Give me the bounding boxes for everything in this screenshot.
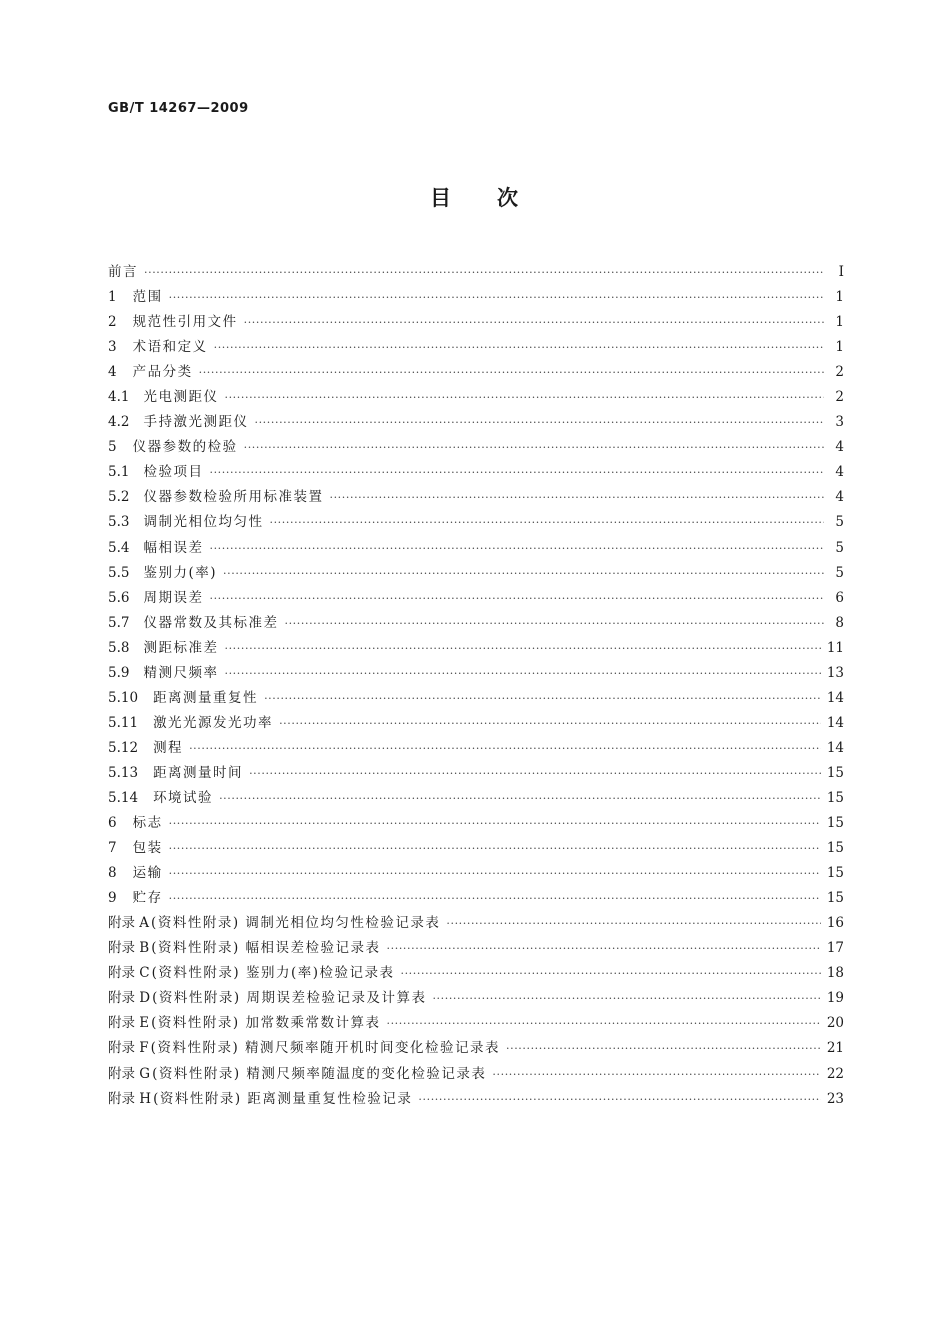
toc-entry-number: 4	[108, 364, 117, 381]
toc-leader-dots	[224, 385, 824, 410]
toc-entry-number: 附录 C	[108, 965, 150, 982]
toc-entry-label: 距离测量重复性	[153, 689, 259, 706]
toc-entry[interactable]	[108, 736, 844, 761]
toc-leader-dots	[264, 686, 821, 711]
toc-leader-dots	[244, 435, 824, 460]
toc-entry[interactable]	[108, 586, 844, 611]
toc-entry[interactable]	[108, 335, 844, 360]
toc-entry-number: 5.3	[108, 514, 130, 531]
toc-entry[interactable]	[108, 1087, 844, 1112]
toc-leader-dots	[169, 836, 821, 861]
toc-entry[interactable]	[108, 385, 844, 410]
toc-entry-label: 包装	[132, 840, 163, 857]
toc-leader-dots	[209, 536, 824, 561]
toc-entry[interactable]	[108, 460, 844, 485]
toc-entry-number: 5.7	[108, 614, 130, 631]
toc-leader-dots	[387, 936, 821, 961]
toc-entry-page: 11	[826, 639, 844, 656]
toc-leader-dots	[249, 761, 821, 786]
toc-entry-label: 仪器常数及其标准差	[143, 614, 279, 631]
toc-entry-number: 附录 G	[108, 1065, 151, 1082]
toc-entry-page: 14	[826, 739, 844, 756]
toc-entry-page: 5	[835, 539, 844, 556]
toc-entry-label: 激光光源发光功率	[153, 714, 274, 731]
toc-entry-number: 附录 A	[108, 915, 150, 932]
toc-entry[interactable]	[108, 485, 844, 510]
toc-entry-page: 1	[835, 289, 844, 306]
toc-entry-label: 距离测量时间	[153, 764, 244, 781]
toc-entry-page: 6	[835, 589, 844, 606]
toc-entry-label: 调制光相位均匀性	[143, 514, 264, 531]
toc-leader-dots	[169, 811, 821, 836]
toc-entry-page: 4	[835, 489, 844, 506]
toc-entry-number: 5.8	[108, 639, 130, 656]
toc-entry-number: 5.2	[108, 489, 130, 506]
toc-entry-label: 测距标准差	[143, 639, 219, 656]
toc-entry-number: 3	[108, 339, 117, 356]
toc-entry-label: 周期误差	[143, 589, 204, 606]
toc-entry[interactable]	[108, 285, 844, 310]
toc-entry[interactable]	[108, 936, 844, 961]
toc-entry-label: (资料性附录) 距离测量重复性检验记录	[153, 1090, 413, 1107]
toc-entry-number: 5.12	[108, 739, 139, 756]
toc-entry[interactable]	[108, 561, 844, 586]
toc-entry[interactable]	[108, 986, 844, 1011]
toc-entry-label: 测程	[153, 739, 184, 756]
toc-entry-page: 5	[835, 564, 844, 581]
toc-entry-label: 范围	[132, 289, 163, 306]
toc-entry-label: 手持激光测距仪	[143, 414, 249, 431]
toc-leader-dots	[169, 861, 821, 886]
toc-entry-number: 附录 B	[108, 940, 150, 957]
toc-entry-label: (资料性附录) 精测尺频率随温度的变化检验记录表	[152, 1065, 487, 1082]
toc-entry-page: 3	[835, 414, 844, 431]
toc-entry-label: 产品分类	[132, 364, 193, 381]
toc-entry-label: 检验项目	[143, 464, 204, 481]
toc-leader-dots	[254, 410, 824, 435]
standard-code-header: GB/T 14267—2009	[108, 101, 249, 116]
toc-entry-number: 5.13	[108, 764, 139, 781]
toc-leader-dots	[279, 711, 821, 736]
toc-entry-label: 精测尺频率	[143, 664, 219, 681]
toc-entry-page: 15	[826, 865, 844, 882]
toc-entry-number: 8	[108, 865, 117, 882]
toc-entry-number: 4.2	[108, 414, 130, 431]
toc-leader-dots	[169, 285, 824, 310]
toc-entry-label: 规范性引用文件	[132, 314, 238, 331]
toc-entry[interactable]	[108, 861, 844, 886]
toc-entry[interactable]	[108, 360, 844, 385]
toc-entry-label: 幅相误差	[143, 539, 204, 556]
toc-leader-dots	[224, 636, 820, 661]
toc-entry[interactable]	[108, 435, 844, 460]
toc-entry-number: 5.14	[108, 789, 139, 806]
toc-leader-dots	[506, 1036, 821, 1061]
toc-leader-dots	[199, 360, 824, 385]
toc-entry-page: 15	[826, 815, 844, 832]
toc-entry[interactable]	[108, 711, 844, 736]
toc-entry-label: (资料性附录) 精测尺频率随开机时间变化检验记录表	[150, 1040, 500, 1057]
toc-entry-page: 15	[826, 890, 844, 907]
toc-entry[interactable]	[108, 911, 844, 936]
toc-entry[interactable]	[108, 786, 844, 811]
toc-leader-dots	[400, 961, 820, 986]
toc-entry-page: 2	[835, 364, 844, 381]
toc-entry[interactable]	[108, 836, 844, 861]
toc-entry-number: 5.9	[108, 664, 130, 681]
toc-entry[interactable]	[108, 636, 844, 661]
toc-entry-label: 前言	[108, 264, 138, 280]
toc-leader-dots	[144, 260, 824, 285]
toc-entry[interactable]	[108, 1011, 844, 1036]
toc-entry[interactable]	[108, 661, 844, 686]
title-char-1: 目	[430, 186, 453, 210]
toc-leader-dots	[492, 1062, 820, 1087]
toc-entry-label: 环境试验	[153, 789, 214, 806]
toc-entry-label: 贮存	[132, 890, 163, 907]
toc-entry[interactable]	[108, 510, 844, 535]
toc-leader-dots	[418, 1087, 820, 1112]
toc-entry-label: (资料性附录) 周期误差检验记录及计算表	[152, 990, 427, 1007]
toc-entry-page: 23	[826, 1090, 844, 1107]
toc-entry[interactable]	[108, 1062, 844, 1087]
toc-leader-dots	[386, 1011, 820, 1036]
toc-entry[interactable]	[108, 611, 844, 636]
toc-entry-number: 5.4	[108, 539, 130, 556]
toc-entry-label: 光电测距仪	[143, 389, 219, 406]
toc-entry-number: 5.1	[108, 464, 130, 481]
toc-entry-page: 4	[835, 464, 844, 481]
toc-entry-page: 20	[826, 1015, 844, 1032]
toc-leader-dots	[209, 460, 824, 485]
toc-entry-page: 1	[835, 339, 844, 356]
toc-entry-number: 附录 D	[108, 990, 151, 1007]
toc-entry-number: 5.10	[108, 689, 139, 706]
toc-entry[interactable]	[108, 961, 844, 986]
toc-entry-number: 2	[108, 314, 117, 331]
toc-entry-page: 21	[826, 1040, 844, 1057]
toc-entry-page: Ⅰ	[838, 264, 844, 280]
toc-entry-page: 14	[826, 689, 844, 706]
page-title	[0, 182, 950, 212]
toc-entry-label: (资料性附录) 加常数乘常数计算表	[151, 1015, 381, 1032]
toc-entry-number: 5.5	[108, 564, 130, 581]
toc-entry[interactable]	[108, 536, 844, 561]
toc-leader-dots	[269, 510, 824, 535]
toc-entry-page: 2	[835, 389, 844, 406]
toc-leader-dots	[214, 335, 824, 360]
toc-entry-page: 13	[826, 664, 844, 681]
toc-leader-dots	[329, 485, 824, 510]
toc-entry-number: 5	[108, 439, 117, 456]
toc-leader-dots	[224, 661, 820, 686]
toc-entry[interactable]	[108, 310, 844, 335]
title-char-2: 次	[497, 186, 520, 210]
toc-entry-page: 15	[826, 840, 844, 857]
toc-entry-label: (资料性附录) 调制光相位均匀性检验记录表	[151, 915, 441, 932]
toc-entry[interactable]	[108, 260, 844, 285]
toc-entry-page: 16	[826, 915, 844, 932]
toc-entry-page: 19	[826, 990, 844, 1007]
toc-leader-dots	[446, 911, 820, 936]
toc-entry-number: 附录 H	[108, 1090, 152, 1107]
toc-entry-label: 仪器参数检验所用标准装置	[143, 489, 324, 506]
toc-leader-dots	[189, 736, 821, 761]
toc-leader-dots	[244, 310, 824, 335]
toc-leader-dots	[169, 886, 821, 911]
toc-entry[interactable]	[108, 886, 844, 911]
toc-entry[interactable]	[108, 1036, 844, 1061]
toc-entry-page: 4	[835, 439, 844, 456]
toc-entry-label: 仪器参数的检验	[132, 439, 238, 456]
toc-entry-number: 7	[108, 840, 117, 857]
toc-entry-number: 1	[108, 289, 117, 306]
toc-leader-dots	[432, 986, 820, 1011]
toc-entry-number: 附录 E	[108, 1015, 150, 1032]
toc-entry-label: 鉴别力(率)	[143, 564, 218, 581]
toc-leader-dots	[219, 786, 821, 811]
toc-entry[interactable]	[108, 686, 844, 711]
toc-entry-label: (资料性附录) 幅相误差检验记录表	[151, 940, 381, 957]
toc-entry-number: 9	[108, 890, 117, 907]
toc-entry-number: 附录 F	[108, 1040, 149, 1057]
toc-entry-number: 4.1	[108, 389, 130, 406]
toc-entry-page: 17	[826, 940, 844, 957]
table-of-contents	[108, 260, 844, 1112]
toc-entry-page: 15	[826, 764, 844, 781]
toc-entry[interactable]	[108, 410, 844, 435]
toc-entry-page: 1	[835, 314, 844, 331]
toc-entry-page: 22	[826, 1065, 844, 1082]
toc-entry[interactable]	[108, 811, 844, 836]
toc-entry-page: 14	[826, 714, 844, 731]
toc-entry-number: 6	[108, 815, 117, 832]
toc-leader-dots	[209, 586, 824, 611]
toc-entry-label: 术语和定义	[132, 339, 208, 356]
toc-entry-page: 18	[826, 965, 844, 982]
toc-leader-dots	[284, 611, 824, 636]
toc-entry-page: 5	[835, 514, 844, 531]
toc-entry-number: 5.11	[108, 714, 139, 731]
toc-entry-label: 标志	[132, 815, 163, 832]
toc-leader-dots	[223, 561, 824, 586]
toc-entry-page: 15	[826, 789, 844, 806]
toc-entry[interactable]	[108, 761, 844, 786]
toc-entry-label: 运输	[132, 865, 163, 882]
toc-entry-label: (资料性附录) 鉴别力(率)检验记录表	[151, 965, 395, 982]
toc-entry-number: 5.6	[108, 589, 130, 606]
toc-entry-page: 8	[835, 614, 844, 631]
